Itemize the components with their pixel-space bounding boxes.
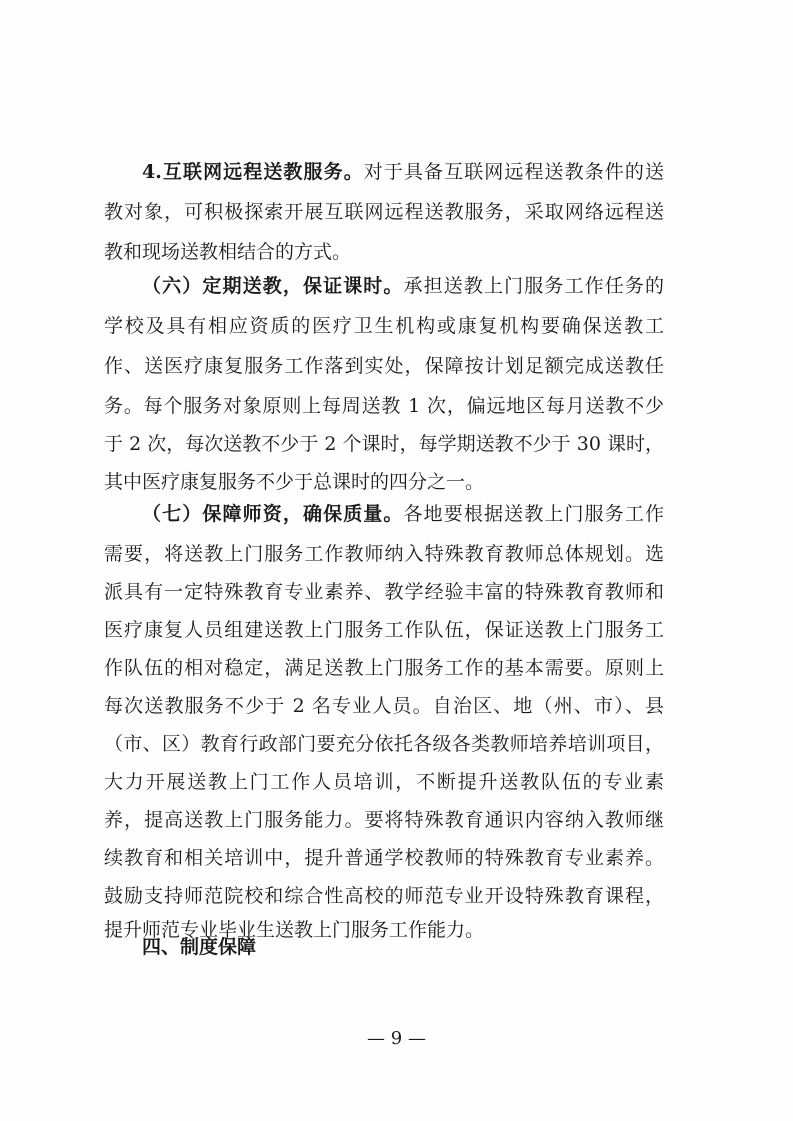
paragraph-text: 承担送教上门服务工作任务的 [403,275,664,297]
paragraph-text: 各地要根据送教上门服务工作 [403,503,664,525]
paragraph-line: 作、送医疗康复服务工作落到实处，保障按计划足额完成送教任 [104,355,664,377]
paragraph-line: 学校及具有相应资质的医疗卫生机构或康复机构要确保送教工 [104,315,664,337]
paragraph-line: 务。每个服务对象原则上每周送教 1 次，偏远地区每月送教不少 [104,395,664,417]
paragraph-line [142,266,664,306]
paragraph-line: 需要，将送教上门服务工作教师纳入特殊教育教师总体规划。选 [104,543,664,565]
paragraph-line: 教对象，可积极探索开展互联网远程送教服务，采取网络远程送 [104,201,664,223]
paragraph-lead: （六）定期送教，保证课时。 [142,275,404,297]
paragraph-line: 续教育和相关培训中，提升普通学校教师的特殊教育专业素养。 [104,847,664,869]
page-number: — 9 — [367,1028,426,1049]
paragraph-line: 提升师范专业毕业生送教上门服务工作能力。 [104,919,485,941]
paragraph-line: 每次送教服务不少于 2 名专业人员。自治区、地（州、市）、县 [104,695,664,717]
paragraph-line: 派具有一定特殊教育专业素养、教学经验丰富的特殊教育教师和 [104,581,664,603]
paragraph-line: （市、区）教育行政部门要充分依托各级各类教师培养培训项目， [104,733,664,755]
paragraph-text: 对于具备互联网远程送教条件的送 [363,161,664,183]
paragraph-line: 鼓励支持师范院校和综合性高校的师范专业开设特殊教育课程， [104,885,664,907]
paragraph-line: 教和现场送教相结合的方式。 [104,241,352,263]
paragraph-line: 大力开展送教上门工作人员培训，不断提升送教队伍的专业素 [104,771,664,793]
section-heading: 四、制度保障 [142,936,257,958]
paragraph-lead: （七）保障师资，确保质量。 [142,503,404,525]
paragraph-lead: 4.互联网远程送教服务。 [142,161,364,183]
paragraph-line: 作队伍的相对稳定，满足送教上门服务工作的基本需要。原则上 [104,657,664,679]
paragraph-line: 养，提高送教上门服务能力。要将特殊教育通识内容纳入教师继 [104,809,664,831]
paragraph-line [142,494,664,534]
paragraph-line: 于 2 次，每次送教不少于 2 个课时，每学期送教不少于 30 课时， [104,433,664,455]
paragraph-line: 医疗康复人员组建送教上门服务工作队伍，保证送教上门服务工 [104,619,664,641]
paragraph-line [142,152,664,192]
paragraph-line: 其中医疗康复服务不少于总课时的四分之一。 [104,471,485,493]
